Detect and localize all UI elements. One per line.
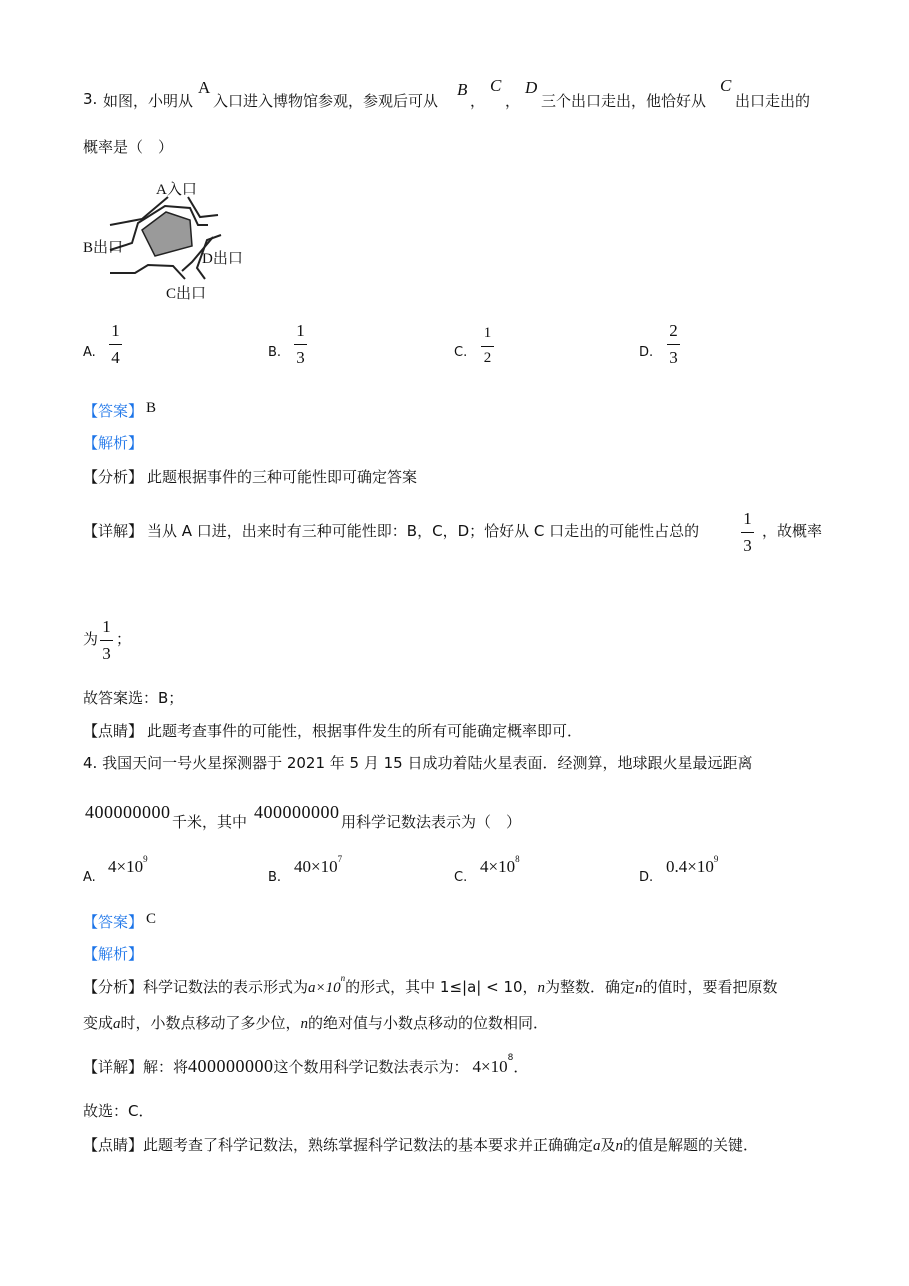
q3-xiangjie-text: 当从 A 口进，出来时有三种可能性即：B，C，D；恰好从 C 口走出的可能性占总的 [147,522,700,540]
q3-wei-text: 为 [83,630,99,648]
q3-var-d: D [525,78,538,97]
q4-option-a-expr [108,854,148,877]
q4-stem-line1: 4. 我国天问一号火星探测器于 2021 年 5 月 15 日成功着陆火星表面．经测算，地球跟火星最远距离 [83,754,753,772]
q4-option-c-expr [480,854,520,877]
q3-option-d-num: 2 [669,321,678,340]
q4-xiangjie-a: 解：将 [143,1058,189,1076]
q4-dianjing-n-var: n [615,1138,624,1154]
q4-fenxi-n3: n [300,1016,309,1032]
q4-option-c-base: 4×10 [480,857,516,876]
q3-comma-2: ， [505,92,521,110]
q4-big-number-1: 400000000 [85,802,171,822]
q4-choose: 故选：C． [83,1102,154,1120]
q3-option-a-fraction [109,322,122,366]
q3-option-a-letter: A. [83,345,96,360]
q4-big-number-2: 400000000 [254,802,340,822]
museum-figure [80,170,270,305]
q3-option-d-fraction [667,322,680,366]
q4-fenxi-a2: a [113,1016,121,1032]
q4-xiangjie-res: 4×10 [472,1057,508,1076]
q4-option-a-letter: A. [83,870,96,885]
q3-var-c2: C [720,76,732,95]
q4-fenxi-formula: a×10 [308,980,341,996]
q4-text-1: 千米，其中 [172,813,248,831]
q3-wei-fraction [100,618,113,662]
q3-option-d-den: 3 [669,348,678,367]
q3-fenxi-tag: 【分析】 [83,468,144,486]
q4-fenxi-d: 的值时，要看把原数 [642,978,778,996]
q3-xiangjie-tag: 【详解】 [83,522,144,540]
q4-xiangjie-num: 400000000 [188,1056,274,1076]
q3-option-c-fraction [481,326,494,366]
q3-xiangjie-fraction [741,510,754,554]
q4-xiangjie-exp: 8 [507,1053,514,1063]
q3-text-5: 概率是（ ） [83,138,174,156]
q4-option-a-exp: 9 [143,854,148,864]
q3-text-4: 出口走出的 [735,92,811,110]
q3-dianjing-tag: 【点睛】 [83,722,144,740]
q4-option-c-exp: 8 [515,854,520,864]
q3-analysis-tag: 【解析】 [83,434,144,452]
q3-option-b-fraction [294,322,307,366]
q4-fenxi-line2 [83,1012,548,1033]
q3-option-a-den: 4 [111,348,120,367]
q3-wei-semi: ； [116,630,132,648]
q4-xiangjie-b: 这个数用科学记数法表示为： [273,1058,469,1076]
q3-option-b-letter: B. [268,345,282,360]
q4-dianjing-c: 的值是解题的关键． [623,1136,759,1154]
q3-wei-frac-num: 1 [102,617,111,636]
q3-fenxi-text: 此题根据事件的三种可能性即可确定答案 [147,468,418,486]
q3-answer-value: B [146,400,157,416]
q3-var-b: B [457,80,468,99]
q4-fenxi-n2: n [635,980,643,996]
q4-fenxi-line2-b: 时，小数点移动了多少位， [120,1014,301,1032]
q4-text-2: 用科学记数法表示为（ ） [341,813,522,831]
q4-option-d-exp: 9 [713,854,719,864]
q3-option-b-num: 1 [296,321,305,340]
q3-xiangjie-end: ，故概率 [762,522,823,540]
q3-option-c-num: 1 [483,325,492,341]
q3-option-c-den: 2 [483,350,492,366]
q4-dianjing-a: 此题考查了科学记数法，熟练掌握科学记数法的基本要求并正确确定 [143,1136,594,1154]
q3-option-b-den: 3 [296,348,305,367]
q4-option-b-exp: 7 [337,854,343,864]
q4-xiangjie-end: ． [513,1058,529,1076]
q3-var-a: A [198,78,211,97]
q4-dianjing-a-var: a [593,1138,601,1154]
q4-answer-value: C [146,911,157,927]
q3-text-2: 入口进入博物馆参观，参观后可从 [213,92,439,110]
q4-xiangjie-line [83,1053,529,1077]
q3-wei-frac-den: 3 [102,644,111,663]
q4-fenxi-exp: n [340,973,346,983]
q4-option-d-letter: D. [639,870,654,885]
q4-fenxi-b: 的形式，其中 1≤|a| < 10， [345,978,538,996]
q4-analysis-tag: 【解析】 [83,945,144,963]
label-a-entrance: A入口 [156,182,197,198]
q3-comma-1: ， [470,92,486,110]
q4-option-d-expr [666,854,719,877]
q3-var-c: C [490,76,502,95]
q3-xiangjie-frac-num: 1 [743,509,752,528]
q3-option-d-letter: D. [639,345,654,360]
q3-text-3: 三个出口走出，他恰好从 [541,92,707,110]
q3-answer-tag: 【答案】 [83,402,144,420]
label-c-exit: C出口 [166,286,207,302]
q3-number: 3. [83,90,98,108]
q4-dianjing-b: 及 [600,1136,616,1154]
q4-fenxi-tag: 【分析】 [83,978,144,996]
q3-text-1: 如图，小明从 [103,92,194,110]
exhibit-pentagon [142,212,192,256]
q4-option-b-letter: B. [268,870,282,885]
q4-dianjing-line [83,1134,758,1155]
q3-option-c-letter: C. [454,345,468,360]
q4-fenxi-n: n [537,980,546,996]
q4-fenxi-a: 科学记数法的表示形式为 [143,978,309,996]
q3-xiangjie-frac-den: 3 [743,536,752,555]
q4-option-c-letter: C. [454,870,468,885]
label-b-exit: B出口 [83,240,124,256]
q3-option-a-num: 1 [111,321,120,340]
q4-fenxi-c: 为整数．确定 [545,978,636,996]
q4-dianjing-tag: 【点睛】 [83,1136,144,1154]
q4-fenxi-line1 [83,973,778,997]
q4-fenxi-line2-c: 的绝对值与小数点移动的位数相同． [308,1014,549,1032]
q3-dianjing-text: 此题考查事件的可能性，根据事件发生的所有可能确定概率即可． [147,722,583,740]
q4-option-a-base: 4×10 [108,857,144,876]
q4-xiangjie-tag: 【详解】 [83,1058,144,1076]
q4-option-b-base: 40×10 [294,857,338,876]
q4-option-d-base: 0.4×10 [666,857,714,876]
q3-choose: 故答案选：B； [83,689,184,707]
q4-fenxi-line2-a: 变成 [83,1014,114,1032]
q4-answer-tag: 【答案】 [83,913,144,931]
q4-option-b-expr [294,854,343,877]
label-d-exit: D出口 [202,251,243,267]
